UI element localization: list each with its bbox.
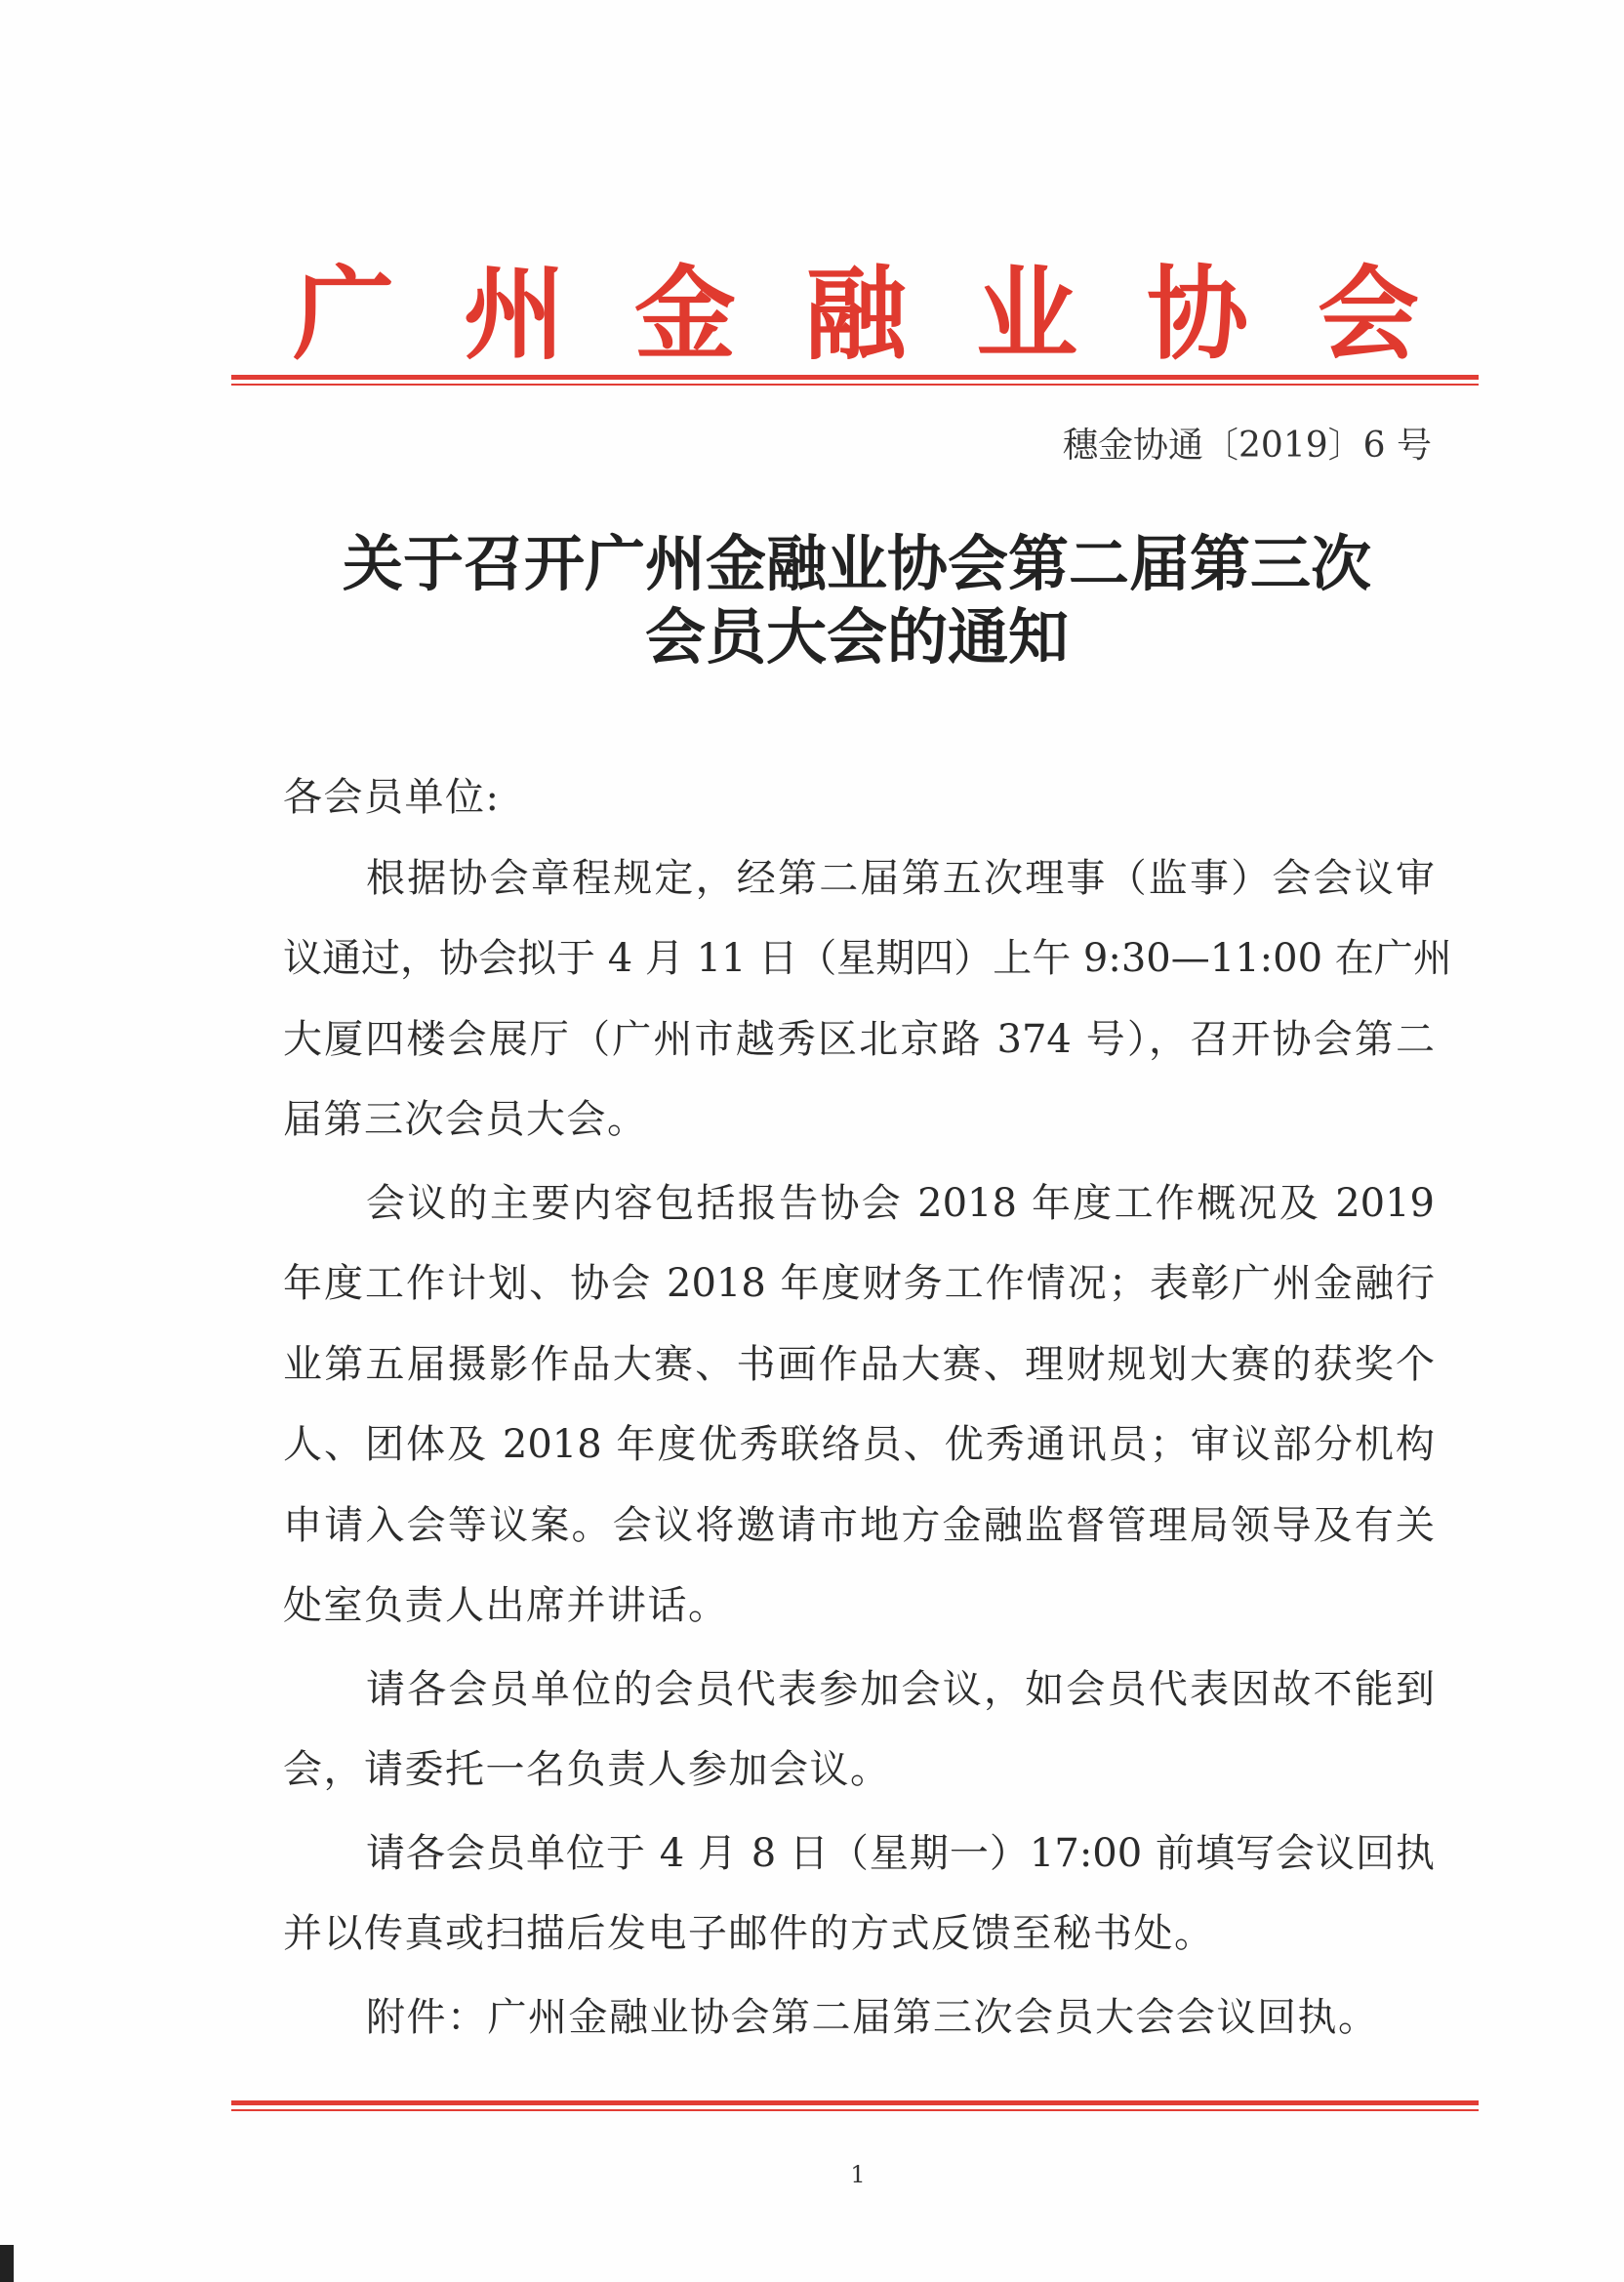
title-line-2: 会员大会的通知 (644, 601, 1069, 672)
text-line: 根据协会章程规定，经第二届第五次理事（监事）会会议审 (366, 855, 1435, 901)
text-line: 并以传真或扫描后发电子邮件的方式反馈至秘书处。 (283, 1911, 1215, 1956)
title-line-1: 关于召开广州金融业协会第二届第三次 (342, 528, 1371, 599)
text-line: 届第三次会员大会。 (283, 1097, 648, 1142)
document-title (271, 527, 1442, 673)
salutation: 各会员单位: (283, 775, 501, 820)
letterhead-org-name: 广州金融业协会 (293, 254, 1489, 374)
text-line: 申请入会等议案。会议将邀请市地方金融监督管理局领导及有关 (283, 1502, 1435, 1548)
footer-rule-thick (231, 2100, 1479, 2105)
text-line: 大厦四楼会展厅（广州市越秀区北京路 374 号），召开协会第二 (283, 1016, 1435, 1062)
paragraph-meeting-content (283, 1163, 1435, 1647)
text-line: 会议的主要内容包括报告协会 2018 年度工作概况及 2019 (366, 1180, 1435, 1226)
text-line: 请各会员单位的会员代表参加会议，如会员代表因故不能到 (366, 1666, 1435, 1712)
text-line: 处室负责人出席并讲话。 (283, 1583, 729, 1628)
text-line: 业第五届摄影作品大赛、书画作品大赛、理财规划大赛的获奖个 (283, 1341, 1435, 1387)
paragraph-meeting-notice (283, 838, 1452, 1161)
document-number: 穗金协通〔2019〕6 号 (1063, 426, 1432, 466)
document-body (283, 757, 1452, 2058)
text-line: 请各会员单位于 4 月 8 日（星期一）17:00 前填写会议回执 (366, 1830, 1435, 1876)
paragraph-attachment (283, 1977, 1435, 2058)
paragraph-attendance (283, 1650, 1435, 1811)
text-line: 会，请委托一名负责人参加会议。 (283, 1747, 891, 1792)
letterhead-rule-thick (231, 375, 1479, 380)
paragraph-reply-deadline (283, 1813, 1435, 1975)
text-line: 人、团体及 2018 年度优秀联络员、优秀通讯员；审议部分机构 (283, 1422, 1435, 1467)
letterhead-rule-thin (231, 384, 1479, 386)
footer-rule-thin (231, 2109, 1479, 2111)
attachment-line: 附件：广州金融业协会第二届第三次会员大会会议回执。 (366, 1994, 1379, 2040)
page-number: 1 (850, 2161, 866, 2188)
scan-mark (0, 2245, 14, 2282)
text-line: 年度工作计划、协会 2018 年度财务工作情况；表彰广州金融行 (283, 1261, 1435, 1306)
text-line: 议通过，协会拟于 4 月 11 日（星期四）上午 9:30—11:00 在广州 (283, 936, 1452, 981)
